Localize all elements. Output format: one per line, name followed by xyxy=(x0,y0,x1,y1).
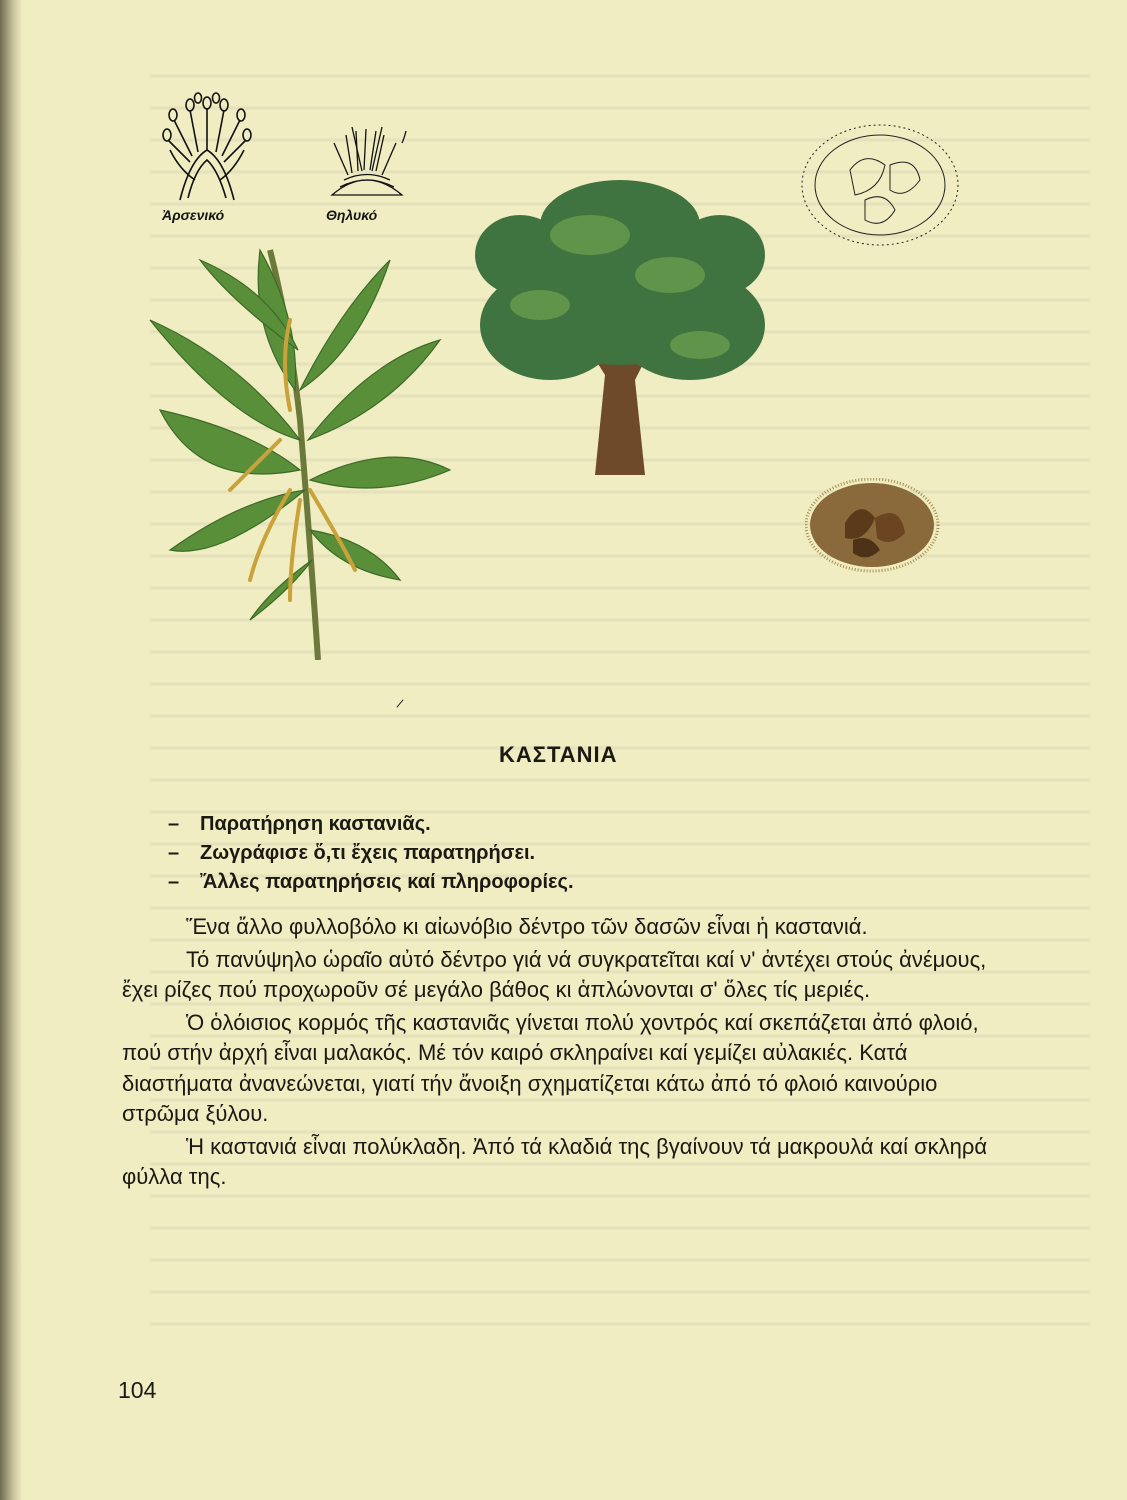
task-list xyxy=(168,810,574,897)
paragraph: Ἕνα ἄλλο φυλλοβόλο κι αἰωνόβιο δέντρο τῶν δασῶν εἶναι ἡ καστανιά. xyxy=(186,914,868,939)
chestnut-burr-icon xyxy=(805,478,940,573)
male-flower-icon xyxy=(160,90,255,205)
list-dash: – xyxy=(168,842,180,864)
page-number: 104 xyxy=(118,1377,157,1403)
open-burr-icon xyxy=(795,120,965,250)
list-dash: – xyxy=(168,871,180,893)
list-dash: – xyxy=(168,813,180,835)
task-notes: Ἄλλες παρατηρήσεις καί πληροφορίες. xyxy=(200,871,574,893)
chestnut-branch-icon xyxy=(140,240,460,660)
male-flower-label: Ἀρσενικό xyxy=(162,207,225,223)
paragraph: Τό πανύψηλο ὡραῖο αὐτό δέντρο γιά νά συγκρατεῖται καί ν' ἀντέχει στούς ἀνέμους, ἔχει ρίζες πού προχωροῦν σέ μεγάλο βάθος κι ἁπλώνονται σ' ὅλες τίς μεριές. xyxy=(122,946,987,1002)
book-gutter xyxy=(0,0,22,1500)
female-flower-label: Θηλυκό xyxy=(326,207,378,223)
chestnut-tree-icon xyxy=(460,175,780,475)
paragraph: Ὁ ὁλόισιος κορμός τῆς καστανιᾶς γίνεται πολύ χοντρός καί σκεπάζεται ἀπό φλοιό, πού στήν ἀρχή εἶναι μαλακός. Μέ τόν καιρό σκληραίνει καί γεμίζει αὐλακιές. Κατά διαστήματα ἀνανεώνεται, γιατί τήν ἄνοιξη σχηματίζεται κάτω ἀπό τό φλοιό καινούριο στρῶμα ξύλου. xyxy=(122,1009,979,1126)
list-item xyxy=(168,810,574,839)
page-title: ΚΑΣΤΑΝΙΑ xyxy=(499,742,618,767)
task-drawing: Ζωγράφισε ὅ,τι ἔχεις παρατηρήσει. xyxy=(200,842,536,864)
list-item xyxy=(168,868,574,897)
female-flower-icon xyxy=(322,125,412,205)
paragraph: Ἡ καστανιά εἶναι πολύκλαδη. Ἀπό τά κλαδιά της βγαίνουν τά μακρουλά καί σκληρά φύλλα της. xyxy=(122,1133,988,1189)
body-text xyxy=(122,912,992,1195)
task-observation: Παρατήρηση καστανιᾶς. xyxy=(200,813,431,835)
list-item xyxy=(168,839,574,868)
